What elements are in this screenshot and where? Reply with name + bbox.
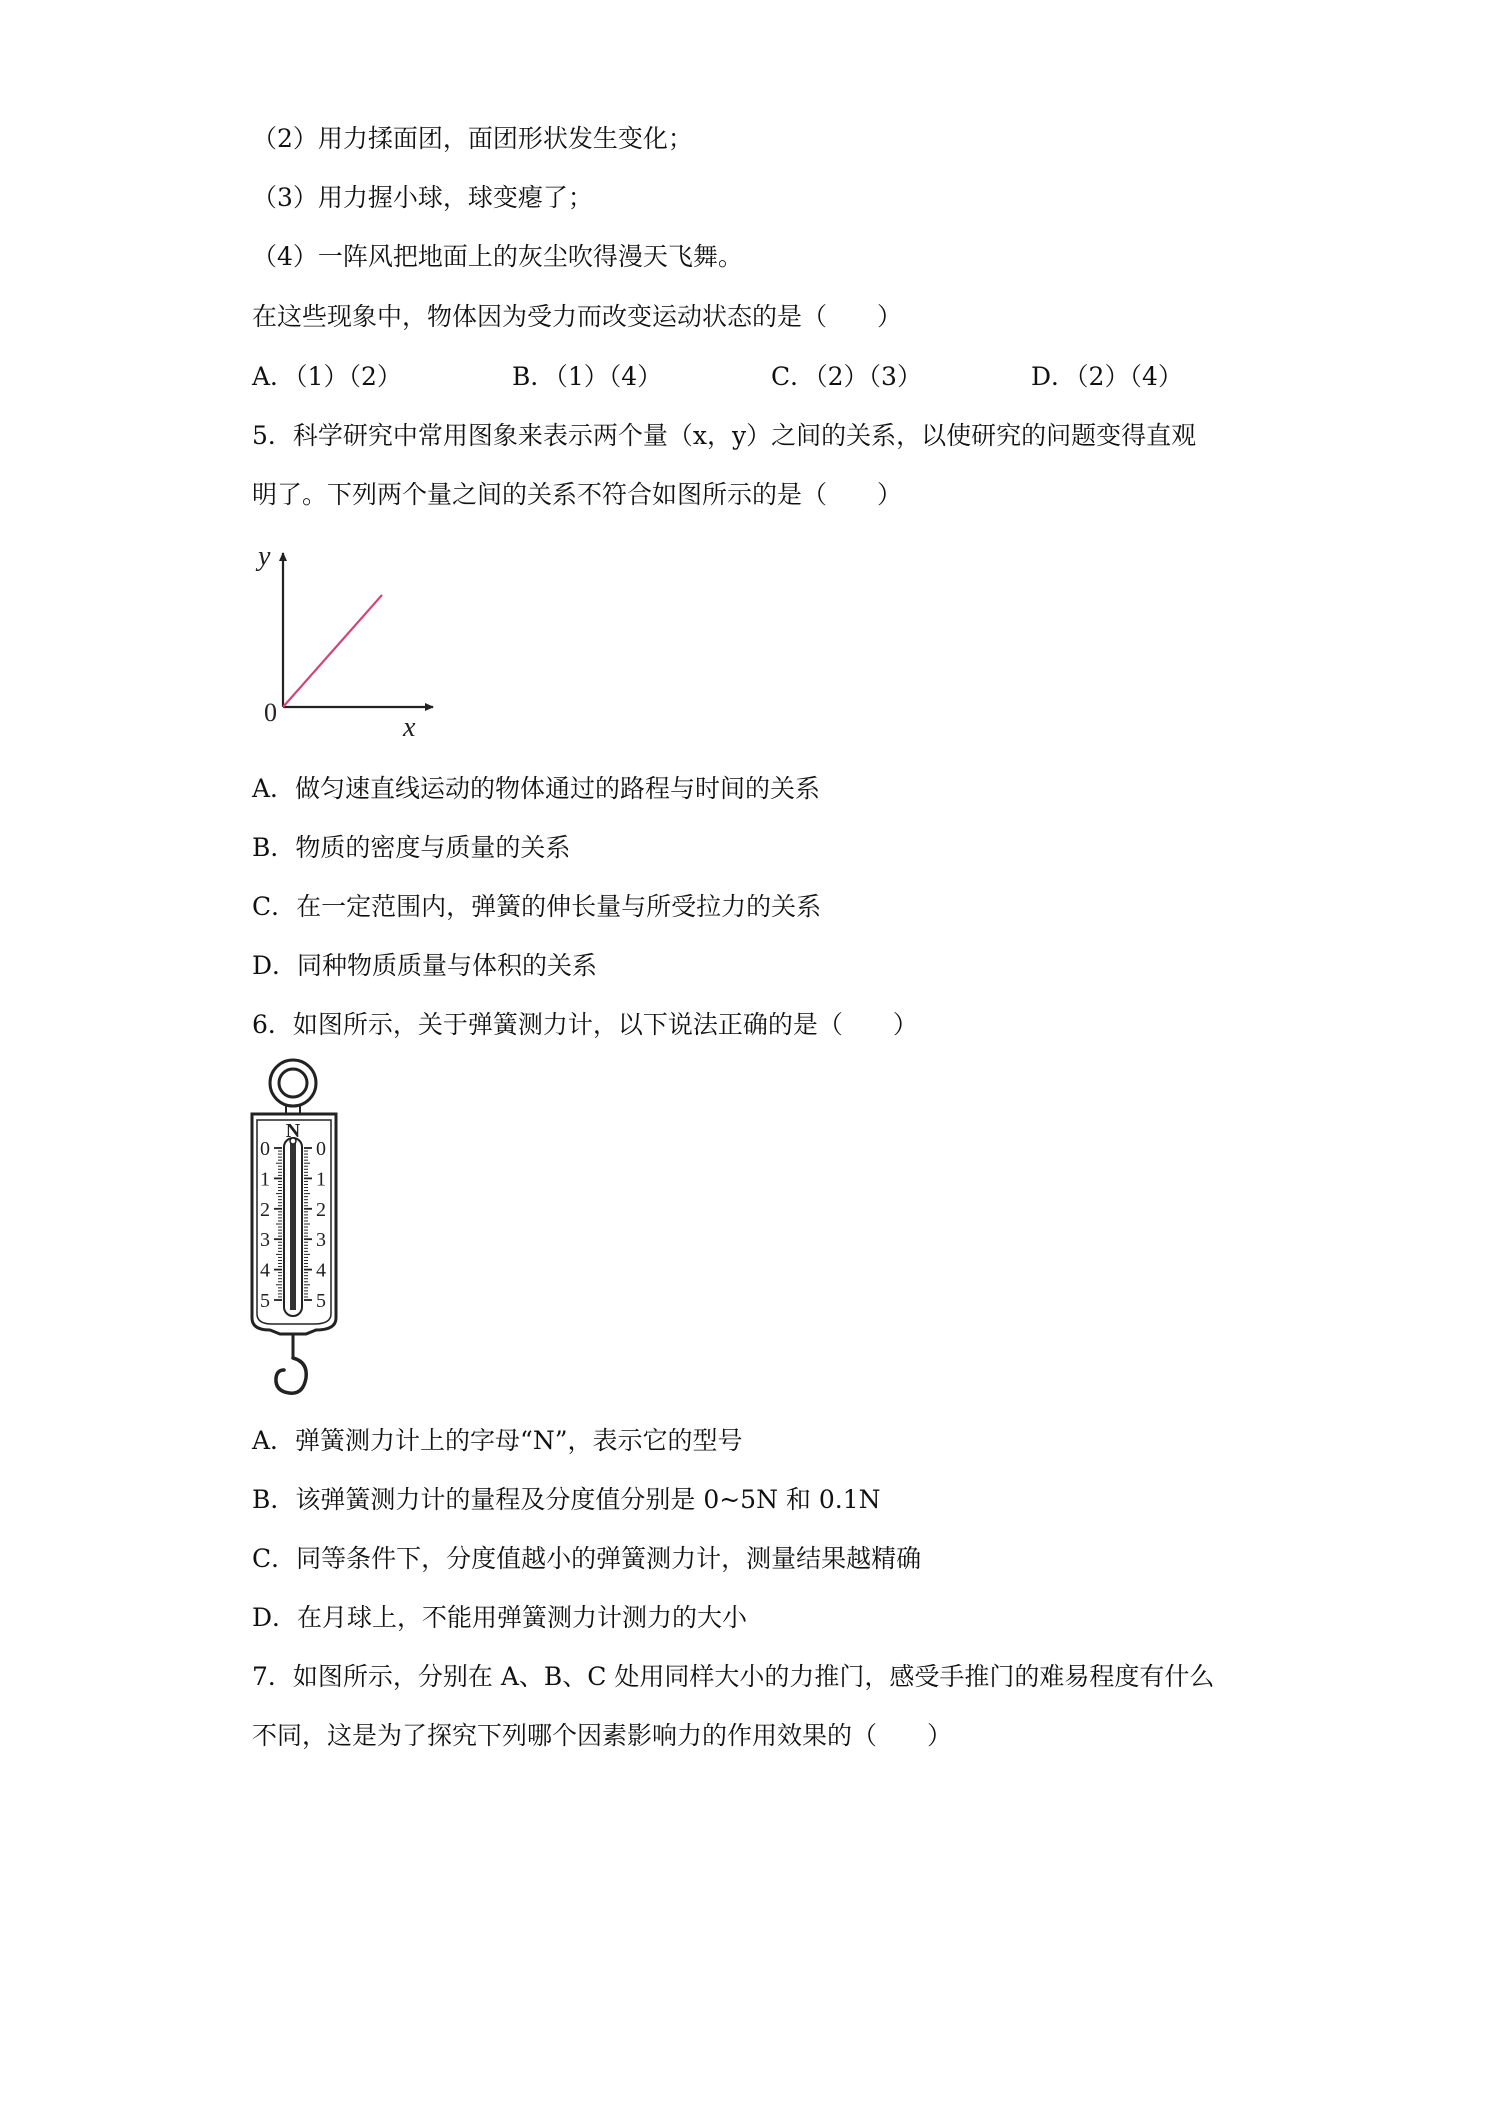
q6-stem: 6．如图所示，关于弹簧测力计，以下说法正确的是（ ） (252, 1010, 918, 1039)
scale-unit-label: N (285, 1120, 301, 1142)
scale-label-left: 0 (260, 1138, 270, 1160)
scale-rod (290, 1142, 296, 1310)
scale-label-right: 1 (316, 1168, 326, 1191)
q5-stem-line-1: 5．科学研究中常用图象来表示两个量（x，y）之间的关系，以使研究的问题变得直观 (252, 421, 1197, 450)
q4-prompt: 在这些现象中，物体因为受力而改变运动状态的是（ ） (252, 302, 903, 331)
q5-proportional-graph (250, 535, 450, 745)
scale-label-right: 5 (316, 1290, 326, 1312)
q4-statement-3: （3）用力握小球，球变瘪了； (252, 183, 593, 212)
q4-option-b: B．（1）（4） (512, 362, 663, 391)
hook (276, 1358, 306, 1393)
q5-stem-line-2: 明了。下列两个量之间的关系不符合如图所示的是（ ） (252, 480, 903, 509)
q4-option-c: C．（2）（3） (771, 362, 922, 391)
q5-option-b: B．物质的密度与质量的关系 (252, 833, 571, 862)
y-axis-label: y (258, 541, 271, 572)
scale-label-left: 4 (260, 1259, 270, 1282)
scale-ring-inner (279, 1069, 307, 1097)
q4-option-a: A．（1）（2） (252, 362, 402, 391)
q7-stem-line-2: 不同，这是为了探究下列哪个因素影响力的作用效果的（ ） (252, 1721, 953, 1750)
q4-statement-4: （4）一阵风把地面上的灰尘吹得漫天飞舞。 (252, 242, 743, 271)
spring-scale-figure (246, 1058, 356, 1408)
scale-ring-outer (270, 1060, 316, 1106)
proportional-line (283, 595, 382, 707)
origin-label: 0 (264, 698, 277, 727)
scale-label-left: 1 (260, 1168, 270, 1191)
q6-option-d: D．在月球上，不能用弹簧测力计测力的大小 (252, 1603, 748, 1632)
scale-label-left: 3 (260, 1229, 270, 1252)
q4-option-d: D．（2）（4） (1031, 362, 1183, 391)
scale-label-right: 2 (316, 1198, 326, 1221)
q5-option-c: C．在一定范围内，弹簧的伸长量与所受拉力的关系 (252, 892, 822, 921)
q4-statement-2: （2）用力揉面团，面团形状发生变化； (252, 124, 693, 153)
x-axis-label: x (403, 712, 416, 743)
q6-option-c: C．同等条件下，分度值越小的弹簧测力计，测量结果越精确 (252, 1544, 922, 1573)
q6-option-a: A．弹簧测力计上的字母“N”，表示它的型号 (252, 1426, 743, 1455)
q5-option-d: D．同种物质质量与体积的关系 (252, 951, 598, 980)
scale-label-right: 0 (316, 1138, 326, 1160)
q5-option-a: A．做匀速直线运动的物体通过的路程与时间的关系 (252, 774, 821, 803)
q7-stem-line-1: 7．如图所示，分别在 A、B、C 处用同样大小的力推门，感受手推门的难易程度有什么 (252, 1662, 1215, 1691)
scale-label-left: 5 (260, 1290, 270, 1312)
q6-option-b: B．该弹簧测力计的量程及分度值分别是 0~5N 和 0.1N (252, 1485, 881, 1514)
scale-label-right: 4 (316, 1259, 326, 1282)
scale-label-right: 3 (316, 1229, 326, 1252)
scale-label-left: 2 (260, 1198, 270, 1221)
